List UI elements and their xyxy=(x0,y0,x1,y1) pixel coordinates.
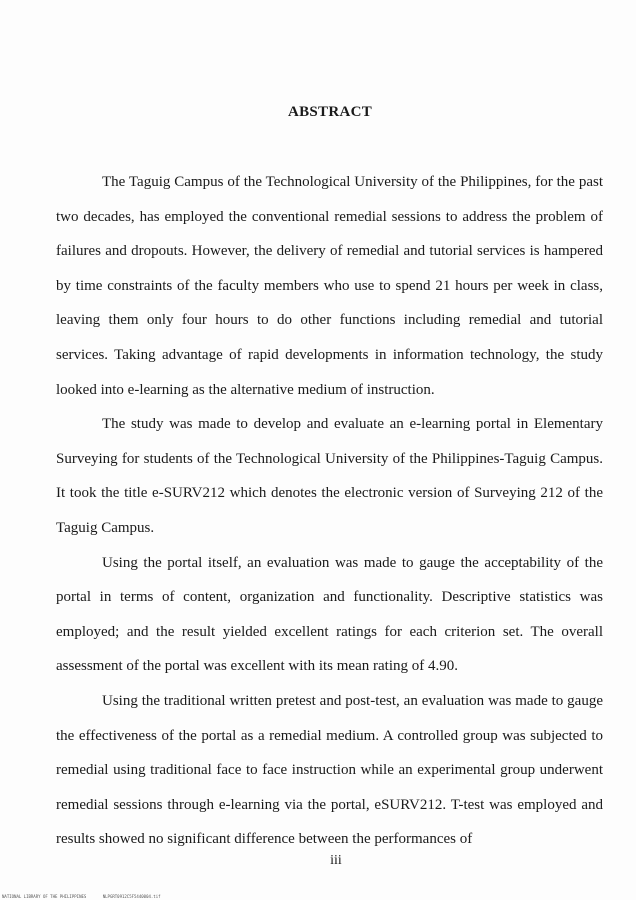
abstract-title: ABSTRACT xyxy=(287,104,373,120)
page-number: iii xyxy=(330,853,342,868)
file-id-stamp: NLPGRT0912C5F5440004.tif xyxy=(102,894,161,899)
paragraph-1: The Taguig Campus of the Technological University of the Philippines, for the past two decades, has employed the conventional remedial sessions to address the problem of failures and dropouts. However, the delivery of remedial and tutorial services is hampered by time constraints of the faculty members who use to spend 21 hours per week in class, leaving them only four hours to do other functions including remedial and tutorial services. Taking advantage of rapid developments in information technology, the study looked into e-learning as the alternative medium of instruction. xyxy=(56,174,603,398)
paragraph-4: Using the traditional written pretest and post-test, an evaluation was made to gauge the effectiveness of the portal as a remedial medium. A controlled group was subjected to remedial using traditional face to face instruction while an experimental group underwent remedial sessions through e-learning via the portal, eSURV212. T-test was employed and results showed no significant difference between the performances of xyxy=(56,692,603,848)
paragraph-2: The study was made to develop and evaluate an e-learning portal in Elementary Surveying for students of the Technological University of the Philippines-Taguig Campus. It took the title e-SURV212 which denotes the electronic version of Surveying 212 of the Taguig Campus. xyxy=(56,416,603,536)
library-stamp: NATIONAL LIBRARY OF THE PHILIPPINES xyxy=(2,894,87,899)
scan-footer-stamp xyxy=(2,894,161,899)
abstract-body xyxy=(56,165,603,857)
paragraph-3: Using the portal itself, an evaluation was made to gauge the acceptability of the portal in terms of content, organization and functionality. Descriptive statistics was employed; and the result yielded excellent ratings for each criterion set. The overall assessment of the portal was excellent with its mean rating of 4.90. xyxy=(56,554,603,675)
